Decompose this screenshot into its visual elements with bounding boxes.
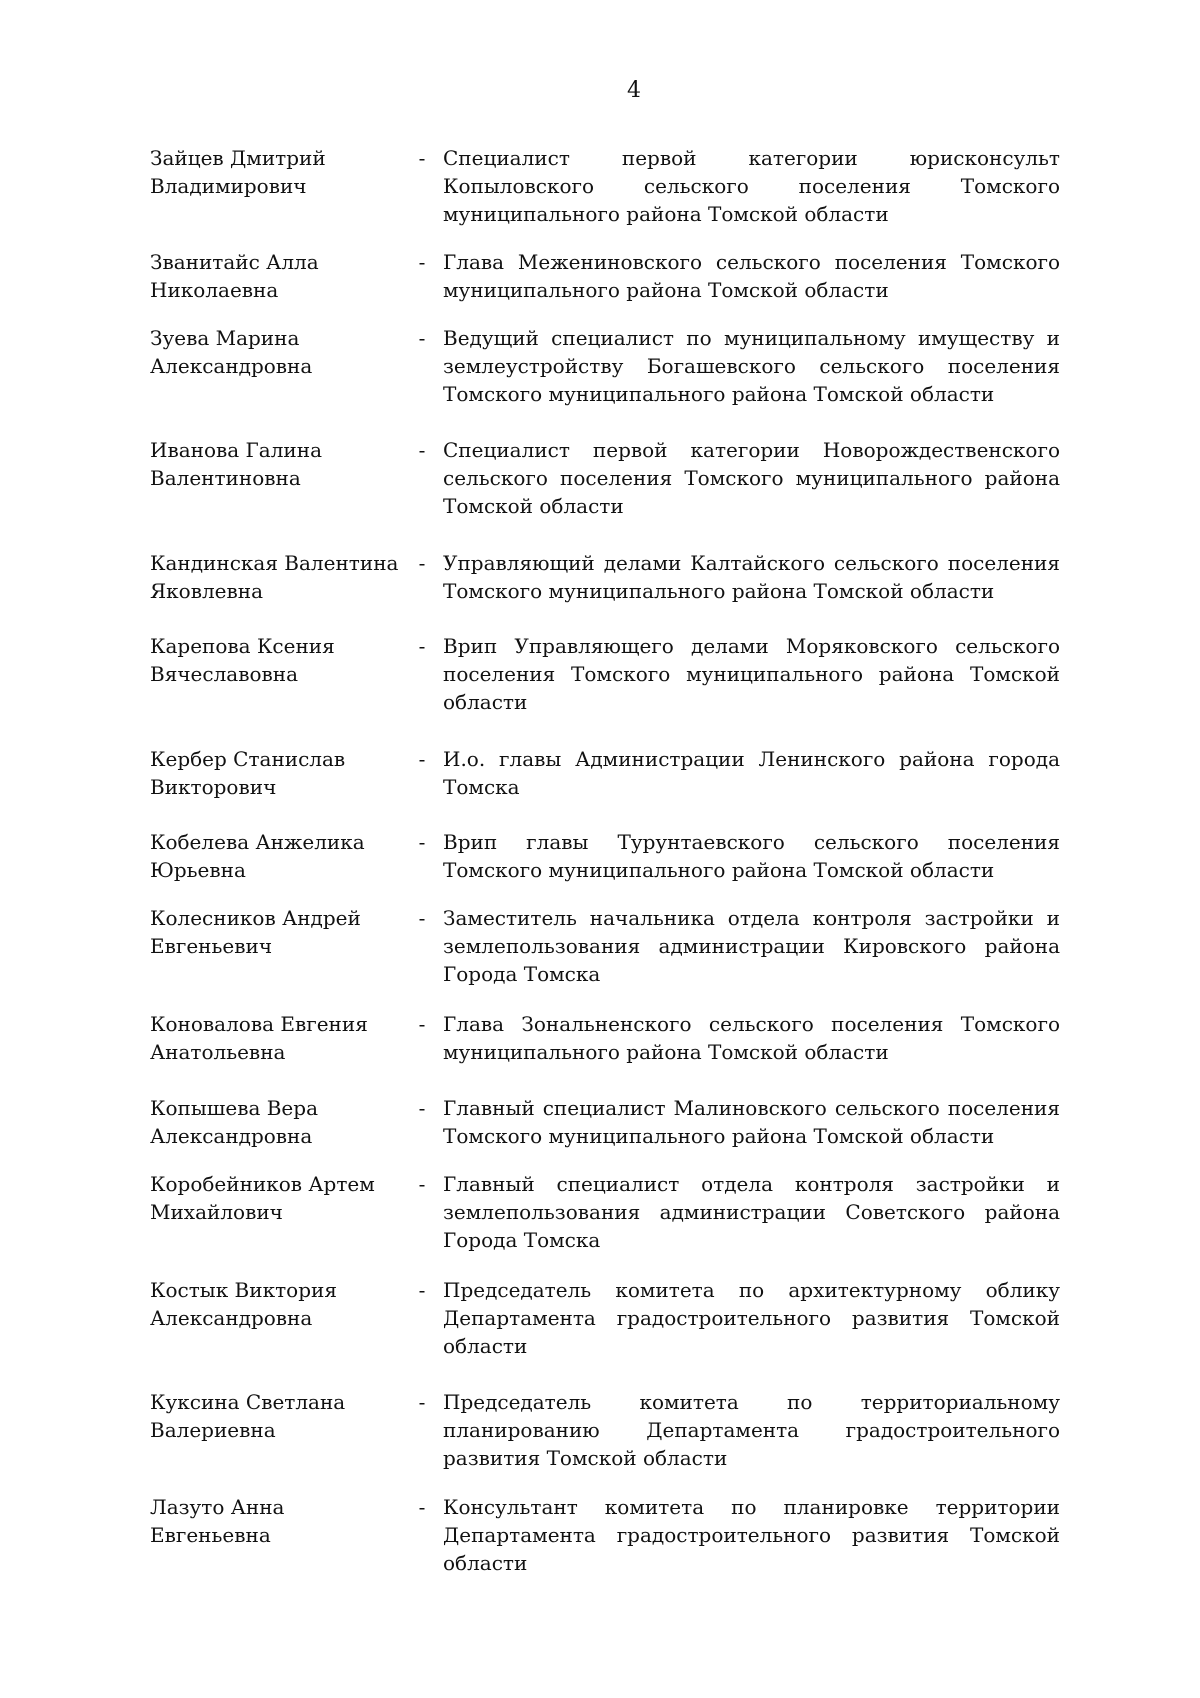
member-patronymic: Александровна	[150, 1124, 313, 1148]
member-position: Заместитель начальника отдела контроля застройки и землепользования администрации Кировского района Города Томска	[443, 906, 1060, 986]
separator-dash: -	[418, 146, 426, 170]
member-patronymic: Анатольевна	[150, 1040, 286, 1064]
separator-dash: -	[418, 906, 426, 930]
member-name	[150, 1094, 400, 1150]
separator-dash: -	[418, 634, 426, 658]
member-position: Глава Межениновского сельского поселения Томского муниципального района Томской области	[443, 250, 1060, 302]
member-patronymic: Яковлевна	[150, 579, 264, 603]
member-patronymic: Валериевна	[150, 1418, 276, 1442]
member-surname-first: Кандинская Валентина	[150, 551, 399, 575]
member-position: Врип Управляющего делами Моряковского сельского поселения Томского муниципального района Томской области	[443, 634, 1060, 714]
separator-dash: -	[418, 551, 426, 575]
separator-dash: -	[418, 1172, 426, 1196]
member-name	[150, 1388, 400, 1444]
member-surname-first: Колесников Андрей	[150, 906, 361, 930]
member-surname-first: Зуева Марина	[150, 326, 300, 350]
member-name	[150, 1276, 400, 1332]
member-patronymic: Валентиновна	[150, 466, 301, 490]
separator-dash: -	[418, 250, 426, 274]
member-name	[150, 745, 400, 801]
separator-dash: -	[418, 326, 426, 350]
member-position: Председатель комитета по территориальному планированию Департамента градостроительного развития Томской области	[443, 1390, 1060, 1470]
member-position: Глава Зональненского сельского поселения Томского муниципального района Томской области	[443, 1012, 1060, 1064]
member-surname-first: Карепова Ксения	[150, 634, 335, 658]
member-name	[150, 1010, 400, 1066]
member-name	[150, 904, 400, 960]
member-surname-first: Куксина Светлана	[150, 1390, 346, 1414]
separator-dash: -	[418, 1012, 426, 1036]
member-position: Управляющий делами Калтайского сельского поселения Томского муниципального района Томской области	[443, 551, 1060, 603]
page-number: 4	[627, 78, 641, 103]
member-patronymic: Юрьевна	[150, 858, 246, 882]
member-position: Специалист первой категории Новорождественского сельского поселения Томского муниципального района Томской области	[443, 438, 1060, 518]
member-patronymic: Евгеньевич	[150, 934, 273, 958]
separator-dash: -	[418, 1390, 426, 1414]
separator-dash: -	[418, 1096, 426, 1120]
separator-dash: -	[418, 438, 426, 462]
member-patronymic: Владимирович	[150, 174, 307, 198]
member-surname-first: Зайцев Дмитрий	[150, 146, 326, 170]
separator-dash: -	[418, 830, 426, 854]
member-surname-first: Коробейников Артем	[150, 1172, 375, 1196]
member-surname-first: Кербер Станислав	[150, 747, 346, 771]
member-patronymic: Николаевна	[150, 278, 279, 302]
member-name	[150, 324, 400, 380]
member-patronymic: Викторович	[150, 775, 277, 799]
member-surname-first: Коновалова Евгения	[150, 1012, 368, 1036]
member-position: Консультант комитета по планировке территории Департамента градостроительного развития Томской области	[443, 1495, 1060, 1575]
member-surname-first: Званитайс Алла	[150, 250, 319, 274]
member-surname-first: Иванова Галина	[150, 438, 322, 462]
separator-dash: -	[418, 1278, 426, 1302]
member-name	[150, 144, 400, 200]
member-name	[150, 1493, 400, 1549]
member-name	[150, 1170, 400, 1226]
member-patronymic: Александровна	[150, 1306, 313, 1330]
member-name	[150, 248, 400, 304]
member-position: Главный специалист Малиновского сельского поселения Томского муниципального района Томской области	[443, 1096, 1060, 1148]
member-name	[150, 549, 400, 605]
member-patronymic: Александровна	[150, 354, 313, 378]
member-name	[150, 632, 400, 688]
member-name	[150, 436, 400, 492]
member-patronymic: Михайлович	[150, 1200, 283, 1224]
member-patronymic: Евгеньевна	[150, 1523, 271, 1547]
member-position: Главный специалист отдела контроля застройки и землепользования администрации Советского района Города Томска	[443, 1172, 1060, 1252]
separator-dash: -	[418, 747, 426, 771]
member-position: Врип главы Турунтаевского сельского поселения Томского муниципального района Томской области	[443, 830, 1060, 882]
member-surname-first: Костык Виктория	[150, 1278, 337, 1302]
member-position: Председатель комитета по архитектурному облику Департамента градостроительного развития Томской области	[443, 1278, 1060, 1358]
member-position: И.о. главы Администрации Ленинского района города Томска	[443, 747, 1060, 799]
member-position: Ведущий специалист по муниципальному имуществу и землеустройству Богашевского сельского поселения Томского муниципального района Томской области	[443, 326, 1060, 406]
member-patronymic: Вячеславовна	[150, 662, 299, 686]
member-position: Специалист первой категории юрисконсульт Копыловского сельского поселения Томского муниципального района Томской области	[443, 146, 1060, 226]
member-surname-first: Лазуто Анна	[150, 1495, 285, 1519]
member-name	[150, 828, 400, 884]
separator-dash: -	[418, 1495, 426, 1519]
member-surname-first: Кобелева Анжелика	[150, 830, 365, 854]
member-surname-first: Копышева Вера	[150, 1096, 318, 1120]
